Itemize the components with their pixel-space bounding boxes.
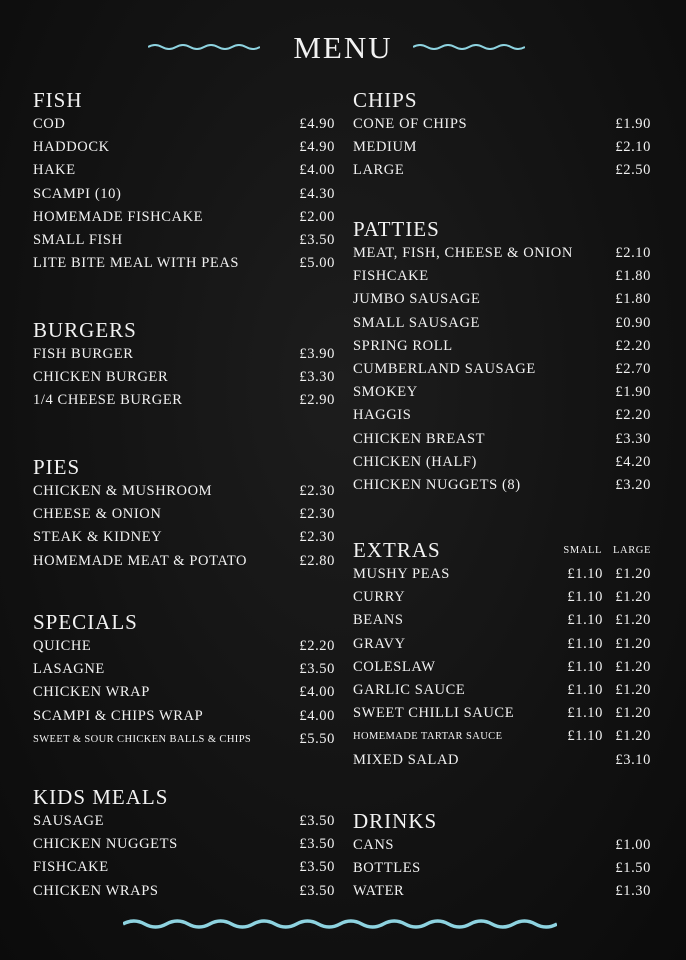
item-name: SMOKEY [353,384,418,401]
menu-item [353,725,651,748]
item-price: £3.10 [615,751,651,768]
menu-item [33,550,335,573]
item-price-large: £1.20 [615,589,651,606]
item-name: HAGGIS [353,407,412,424]
menu-item [353,242,651,265]
item-name: CANS [353,837,395,853]
menu-item [33,480,335,503]
menu-item [353,404,651,427]
item-name: LITE BITE MEAL WITH PEAS [33,255,240,272]
item-name: CHICKEN WRAP [33,684,150,701]
item-name: FISH BURGER [33,346,134,362]
menu-item [353,451,651,474]
item-price: £3.90 [299,346,335,362]
item-name: COD [33,116,66,132]
item-name: BOTTLES [353,860,421,877]
item-name: LARGE [353,162,405,179]
item-name: CHICKEN NUGGETS (8) [353,476,521,493]
item-name: HAKE [33,162,76,179]
item-price: £5.00 [299,255,335,272]
section-fish [33,87,335,275]
item-name: SPRING ROLL [353,337,453,354]
menu-item [353,834,651,857]
section-burgers [33,317,335,413]
menu-item [353,679,651,702]
menu-item [353,586,651,609]
item-name: SAUSAGE [33,813,105,829]
item-list [353,242,651,497]
item-price: £4.90 [299,139,335,156]
item-price: £2.30 [299,506,335,523]
item-price: £1.90 [615,116,651,132]
item-price-large: £1.20 [615,566,651,582]
item-name: SWEET & SOUR CHICKEN BALLS & CHIPS [33,733,252,745]
item-list [353,563,651,772]
item-name: MUSHY PEAS [353,566,450,582]
item-price: £2.20 [299,638,335,654]
item-price-small: £1.10 [567,705,603,722]
item-list [33,810,335,903]
menu-header [0,28,686,72]
large-size-label: LARGE [613,545,651,556]
item-name: SMALL SAUSAGE [353,314,480,331]
menu-item [353,159,651,182]
section-title: BURGERS [33,318,137,342]
item-name: COLESLAW [353,658,436,675]
item-list [33,113,335,275]
item-name: STEAK & KIDNEY [33,529,163,546]
item-name: MEAT, FISH, CHEESE & ONION [353,245,573,261]
item-name: CHICKEN NUGGETS [33,836,178,853]
item-price-small: £1.10 [567,658,603,675]
item-price: £2.00 [299,208,335,225]
item-name: HOMEMADE MEAT & POTATO [33,552,248,569]
item-price-small: £1.10 [567,566,603,582]
menu-item [353,880,651,903]
menu-item [353,702,651,725]
menu-item [33,343,335,366]
section-extras [353,537,651,772]
item-price: £1.80 [615,291,651,308]
menu-item [353,113,651,136]
item-name: CUMBERLAND SAUSAGE [353,360,536,377]
item-name: SCAMPI (10) [33,185,122,202]
item-price: £4.90 [299,116,335,132]
item-price: £2.90 [299,392,335,409]
item-price: £3.30 [615,430,651,447]
item-list [353,834,651,904]
section-title: PIES [33,455,81,479]
item-price-small: £1.10 [567,589,603,606]
item-name: SMALL FISH [33,231,123,248]
wave-divider-bottom-icon [123,917,557,931]
item-price: £2.20 [615,337,651,354]
item-price: £4.20 [615,453,651,470]
item-price-large: £1.20 [615,728,651,745]
section-title: CHIPS [353,88,418,112]
item-name: CHICKEN (HALF) [353,453,477,470]
section-title: KIDS MEALS [33,785,169,809]
menu-title: MENU [293,30,393,65]
item-name: CHICKEN BURGER [33,369,169,386]
item-name: CHICKEN WRAPS [33,882,159,899]
item-price: £2.50 [615,162,651,179]
item-price: £3.20 [615,476,651,493]
item-name: FISHCAKE [353,268,429,285]
item-name: WATER [353,883,405,900]
item-name: JUMBO SAUSAGE [353,291,481,308]
item-price: £3.50 [299,661,335,678]
item-price: £3.50 [299,813,335,829]
item-name: GRAVY [353,635,406,652]
item-name: CHICKEN & MUSHROOM [33,483,213,499]
section-chips [353,87,651,183]
item-name: GARLIC SAUCE [353,681,466,698]
menu-item [353,474,651,497]
item-name: CONE OF CHIPS [353,116,468,132]
item-name: 1/4 CHEESE BURGER [33,392,183,409]
menu-item [353,136,651,159]
menu-item [33,635,335,658]
menu-item [33,658,335,681]
item-name: CHEESE & ONION [33,506,162,523]
item-price: £2.10 [615,139,651,156]
menu-item [353,656,651,679]
section-kids-meals [33,784,335,903]
item-price: £2.30 [299,483,335,499]
menu-item [353,335,651,358]
item-price: £2.10 [615,245,651,261]
menu-item [33,389,335,412]
item-name: SCAMPI & CHIPS WRAP [33,707,204,724]
item-price: £2.20 [615,407,651,424]
item-price: £5.50 [299,730,335,747]
item-price-small: £1.10 [567,681,603,698]
menu-item [33,526,335,549]
menu-item [353,381,651,404]
item-list [33,635,335,751]
menu-item [33,159,335,182]
menu-item [33,503,335,526]
item-price: £1.50 [615,860,651,877]
menu-item [33,728,335,751]
menu-item [33,880,335,903]
wave-divider-right-icon [413,42,525,52]
menu-item [353,749,651,772]
menu-item [33,681,335,704]
menu-item [33,113,335,136]
item-list [33,343,335,413]
item-name: QUICHE [33,638,92,654]
item-price: £3.50 [299,231,335,248]
section-pies [33,454,335,573]
section-drinks [353,808,651,904]
menu-item [353,563,651,586]
item-name: MIXED SALAD [353,751,460,768]
item-price: £1.90 [615,384,651,401]
item-name: HOMEMADE TARTAR SAUCE [353,731,503,743]
item-price-large: £1.20 [615,681,651,698]
item-list [353,113,651,183]
item-price: £2.80 [299,552,335,569]
item-price-small: £1.10 [567,635,603,652]
item-name: CURRY [353,589,406,606]
menu-item [353,633,651,656]
section-title: EXTRAS [353,538,441,562]
item-name: HADDOCK [33,139,110,156]
menu-item [353,609,651,632]
menu-item [353,312,651,335]
item-price-large: £1.20 [615,658,651,675]
section-title: SPECIALS [33,610,138,634]
item-price: £1.80 [615,268,651,285]
item-price-large: £1.20 [615,705,651,722]
item-list [33,480,335,573]
item-price: £2.30 [299,529,335,546]
item-price: £1.00 [615,837,651,853]
menu-item [33,810,335,833]
menu-item [353,857,651,880]
section-title: FISH [33,88,83,112]
item-price: £4.30 [299,185,335,202]
item-price: £2.70 [615,360,651,377]
item-price: £4.00 [299,162,335,179]
item-price-small: £1.10 [567,728,603,745]
item-price: £4.00 [299,707,335,724]
section-title: DRINKS [353,809,438,833]
menu-item [33,183,335,206]
menu-item [33,229,335,252]
menu-item [33,136,335,159]
item-name: CHICKEN BREAST [353,430,486,447]
item-price-large: £1.20 [615,635,651,652]
item-price: £4.00 [299,684,335,701]
small-size-label: SMALL [563,545,602,556]
menu-item [353,358,651,381]
menu-item [353,265,651,288]
item-name: BEANS [353,612,404,629]
section-patties [353,216,651,497]
section-specials [33,609,335,751]
menu-item [33,252,335,275]
menu-item [33,833,335,856]
item-price: £1.30 [615,883,651,900]
item-price: £3.30 [299,369,335,386]
section-title: PATTIES [353,217,440,241]
item-name: LASAGNE [33,661,105,678]
item-price-large: £1.20 [615,612,651,629]
item-name: SWEET CHILLI SAUCE [353,705,515,722]
item-price: £3.50 [299,859,335,876]
size-column-headers [563,545,651,556]
item-price: £0.90 [615,314,651,331]
item-price: £3.50 [299,836,335,853]
menu-item [33,366,335,389]
item-name: HOMEMADE FISHCAKE [33,208,204,225]
menu-item [353,288,651,311]
item-price-small: £1.10 [567,612,603,629]
menu-item [33,705,335,728]
menu-item [33,206,335,229]
item-name: MEDIUM [353,139,418,156]
menu-item [353,428,651,451]
item-price: £3.50 [299,882,335,899]
menu-item [33,856,335,879]
item-name: FISHCAKE [33,859,109,876]
